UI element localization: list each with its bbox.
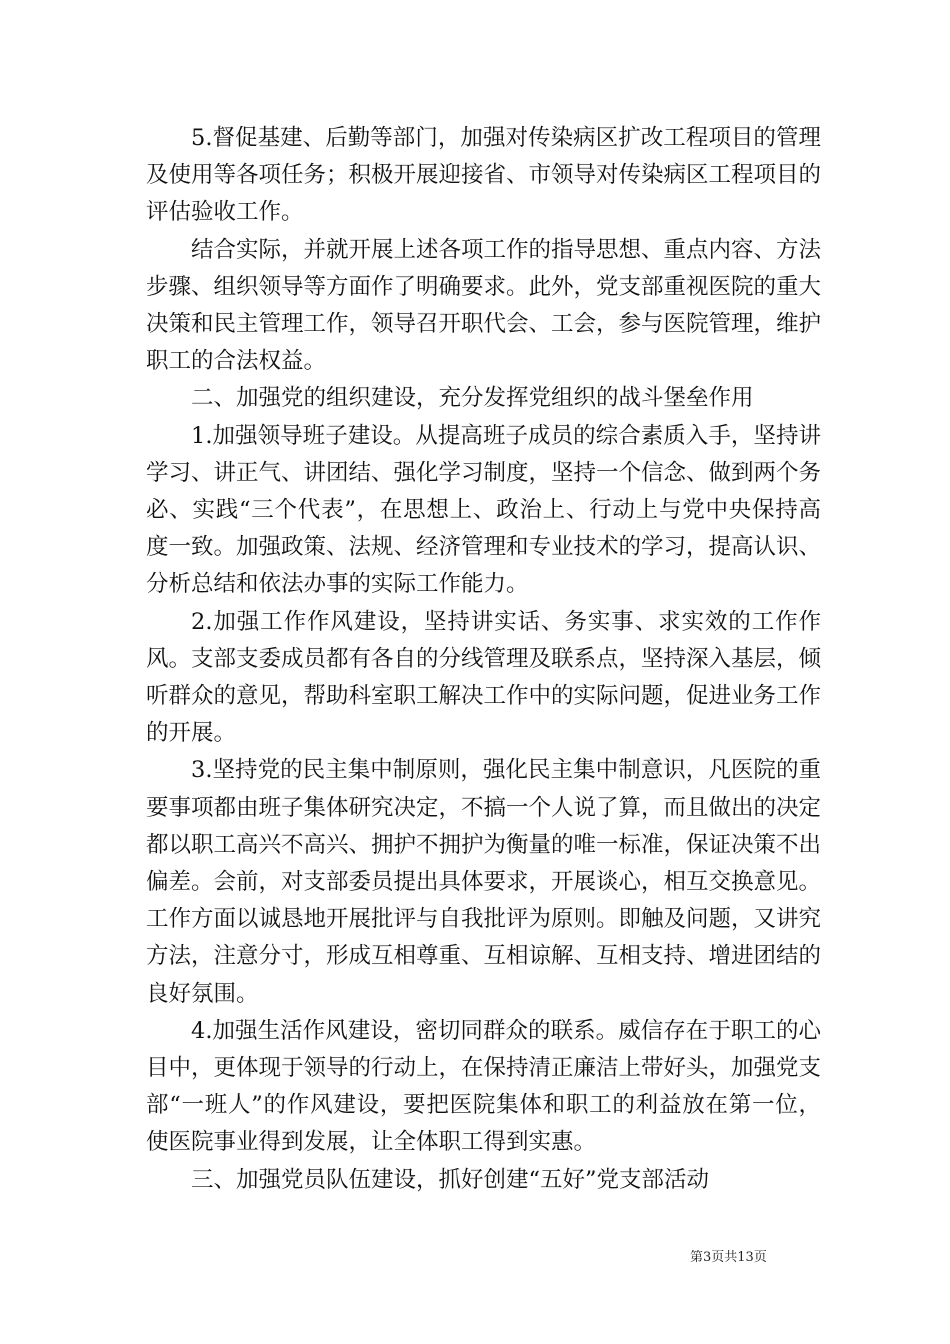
paragraph-item-4: 4.加强生活作风建设，密切同群众的联系。威信存在于职工的心目中，更体现于领导的行动上，在保持清正廉洁上带好头，加强党支部“一班人”的作风建设，要把医院集体和职工的利益放在第一位，使医院事业得到发展，让全体职工得到实惠。 bbox=[146, 1017, 822, 1156]
section-heading-3: 三、加强党员队伍建设，抓好创建“五好”党支部活动 bbox=[191, 1166, 710, 1193]
paragraph-item-1: 1.加强领导班子建设。从提高班子成员的综合素质入手，坚持讲学习、讲正气、讲团结、强化学习制度，坚持一个信念、做到两个务必、实践“三个代表”，在思想上、政治上、行动上与党中央保持高度一致。加强政策、法规、经济管理和专业技术的学习，提高认识、分析总结和依法办事的实际工作能力。 bbox=[146, 422, 822, 598]
document-body bbox=[146, 120, 821, 1199]
paragraph-item-5: 5.督促基建、后勤等部门，加强对传染病区扩改工程项目的管理及使用等各项任务；积极开展迎接省、市领导对传染病区工程项目的评估验收工作。 bbox=[146, 125, 822, 226]
paragraph-item-2: 2.加强工作作风建设，坚持讲实话、务实事、求实效的工作作风。支部支委成员都有各自的分线管理及联系点，坚持深入基层，倾听群众的意见，帮助科室职工解决工作中的实际问题，促进业务工作的开展。 bbox=[146, 608, 822, 747]
paragraph-item-3: 3.坚持党的民主集中制原则，强化民主集中制意识，凡医院的重要事项都由班子集体研究决定，不搞一个人说了算，而且做出的决定都以职工高兴不高兴、拥护不拥护为衡量的唯一标准，保证决策不出偏差。会前，对支部委员提出具体要求，开展谈心，相互交换意见。工作方面以诚恳地开展批评与自我批评为原则。即触及问题，又讲究方法，注意分寸，形成互相尊重、互相谅解、互相支持、增进团结的良好氛围。 bbox=[146, 757, 822, 1007]
section-heading-2: 二、加强党的组织建设，充分发挥党组织的战斗堡垒作用 bbox=[191, 385, 754, 412]
paragraph-summary: 结合实际，并就开展上述各项工作的指导思想、重点内容、方法步骤、组织领导等方面作了明确要求。此外，党支部重视医院的重大决策和民主管理工作，领导召开职代会、工会，参与医院管理，维护职工的合法权益。 bbox=[146, 236, 822, 375]
page-number: 第3页共13页 bbox=[690, 1250, 767, 1265]
